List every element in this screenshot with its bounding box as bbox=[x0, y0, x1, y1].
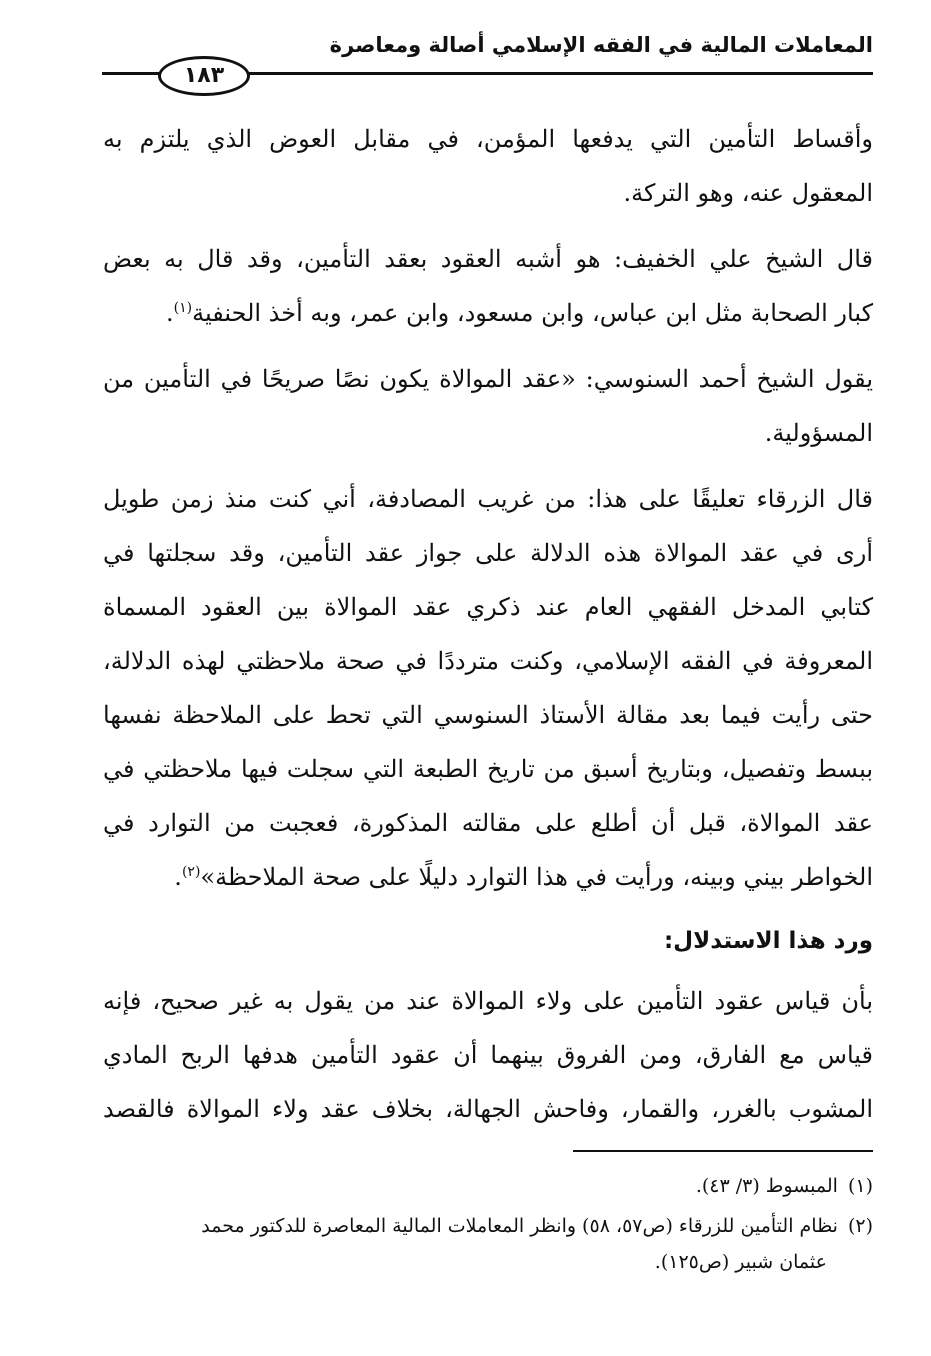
text-line: بأن قياس عقود التأمين على ولاء الموالاة عند من يقول به غير صحيح، فإنه bbox=[103, 987, 873, 1015]
footnote-marker: (١) bbox=[847, 1175, 873, 1197]
text-line: المشوب بالغرر، والقمار، وفاحش الجهالة، بخلاف عقد ولاء الموالاة فالقصد bbox=[103, 1095, 873, 1123]
paragraph-3 bbox=[103, 352, 873, 460]
paragraph-5 bbox=[103, 974, 873, 1136]
text-line-with-note bbox=[103, 850, 873, 904]
paragraph-2 bbox=[103, 232, 873, 340]
text-line: أرى في عقد الموالاة هذه الدلالة على جواز عقد التأمين، وقد سجلتها في bbox=[103, 539, 873, 567]
paragraph-4 bbox=[103, 472, 873, 904]
footnote-ref-2[interactable]: (٢) bbox=[181, 864, 201, 880]
footnote-1 bbox=[103, 1168, 873, 1204]
text-line: المعروفة في الفقه الإسلامي، وكنت مترددًا في صحة ملاحظتي لهذه الدلالة، bbox=[103, 647, 873, 675]
footnotes bbox=[103, 1164, 873, 1282]
paragraph-1 bbox=[103, 112, 873, 220]
text-line: ببسط وتفصيل، وبتاريخ أسبق من تاريخ الطبعة التي سجلت فيها ملاحظتي في bbox=[103, 755, 873, 783]
section-heading: ورد هذا الاستدلال: bbox=[663, 928, 873, 954]
text-line-with-note bbox=[103, 286, 873, 340]
main-text bbox=[103, 112, 873, 1148]
text-line: عقد الموالاة، قبل أن أطلع على مقالته المذكورة، فعجبت من التوارد في bbox=[103, 809, 873, 837]
footnote-2 bbox=[103, 1208, 873, 1280]
footnote-separator bbox=[573, 1150, 873, 1152]
text-line: المسؤولية. bbox=[764, 419, 873, 447]
footnote-text-continued: عثمان شبير (ص١٢٥). bbox=[654, 1251, 827, 1273]
running-title: المعاملات المالية في الفقه الإسلامي أصالة ومعاصرة bbox=[329, 33, 873, 57]
text-line: وأقساط التأمين التي يدفعها المؤمن، في مقابل العوض الذي يلتزم به bbox=[103, 125, 873, 153]
text-line: يقول الشيخ أحمد السنوسي: «عقد الموالاة يكون نصًا صريحًا في التأمين من bbox=[103, 365, 873, 393]
text-line: حتى رأيت فيما بعد مقالة الأستاذ السنوسي التي تحط على الملاحظة نفسها bbox=[103, 701, 873, 729]
footnote-ref-1[interactable]: (١) bbox=[173, 300, 193, 316]
footnote-marker: (٢) bbox=[847, 1215, 873, 1237]
text-line: كتابي المدخل الفقهي العام عند ذكري عقد الموالاة بين العقود المسماة bbox=[103, 593, 873, 621]
text-line: قياس مع الفارق، ومن الفروق بينهما أن عقود التأمين هدفها الربح المادي bbox=[103, 1041, 873, 1069]
sentence-end: . bbox=[165, 299, 174, 327]
footnote-text: نظام التأمين للزرقاء (ص٥٧، ٥٨) وانظر المعاملات المالية المعاصرة للدكتور محمد bbox=[201, 1215, 838, 1237]
text-line: الخواطر بيني وبينه، ورأيت في هذا التوارد دليلًا على صحة الملاحظة» bbox=[200, 863, 873, 891]
text-line: كبار الصحابة مثل ابن عباس، وابن مسعود، وابن عمر، وبه أخذ الحنفية bbox=[192, 299, 873, 327]
page-number: ١٨٣ bbox=[158, 56, 250, 96]
text-line: قال الشيخ علي الخفيف: هو أشبه العقود بعقد التأمين، وقد قال به بعض bbox=[103, 245, 873, 273]
text-line: قال الزرقاء تعليقًا على هذا: من غريب المصادفة، أني كنت منذ زمن طويل bbox=[103, 485, 873, 513]
sentence-end: . bbox=[174, 863, 182, 891]
footnote-text: المبسوط (٣/ ٤٣). bbox=[695, 1175, 838, 1197]
text-line: المعقول عنه، وهو التركة. bbox=[623, 179, 873, 207]
